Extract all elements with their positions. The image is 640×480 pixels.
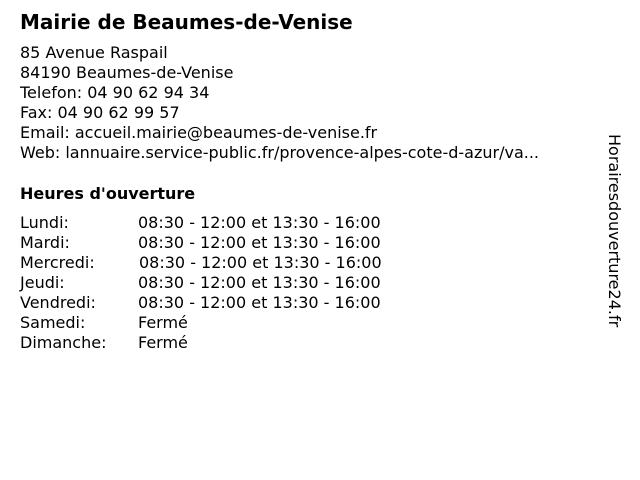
hours-day: Lundi: — [20, 213, 69, 232]
hours-time: 08:30 - 12:00 et 13:30 - 16:00 — [138, 273, 381, 292]
hours-day: Mardi: — [20, 233, 70, 252]
contact-block — [20, 43, 539, 163]
hours-day: Mercredi: — [20, 253, 95, 272]
phone-number: Telefon: 04 90 62 94 34 — [20, 83, 210, 102]
fax-number: Fax: 04 90 62 99 57 — [20, 103, 180, 122]
hours-time: Fermé — [138, 313, 188, 332]
page-title: Mairie de Beaumes-de-Venise — [20, 10, 353, 34]
side-brand-watermark: Horairesdouverture24.fr — [605, 134, 624, 328]
city-address: 84190 Beaumes-de-Venise — [20, 63, 234, 82]
email-address: Email: accueil.mairie@beaumes-de-venise.fr — [20, 123, 378, 142]
hours-time: Fermé — [138, 333, 188, 352]
hours-time: 08:30 - 12:00 et 13:30 - 16:00 — [139, 253, 382, 272]
street-address: 85 Avenue Raspail — [20, 43, 168, 62]
hours-day: Vendredi: — [20, 293, 96, 312]
hours-time: 08:30 - 12:00 et 13:30 - 16:00 — [138, 293, 381, 312]
website-url: Web: lannuaire.service-public.fr/provence-alpes-cote-d-azur/va... — [20, 143, 539, 162]
hours-heading: Heures d'ouverture — [20, 184, 196, 203]
hours-time: 08:30 - 12:00 et 13:30 - 16:00 — [138, 233, 381, 252]
hours-time: 08:30 - 12:00 et 13:30 - 16:00 — [138, 213, 381, 232]
hours-day: Samedi: — [20, 313, 86, 332]
hours-day: Dimanche: — [20, 333, 107, 352]
hours-day: Jeudi: — [20, 273, 65, 292]
